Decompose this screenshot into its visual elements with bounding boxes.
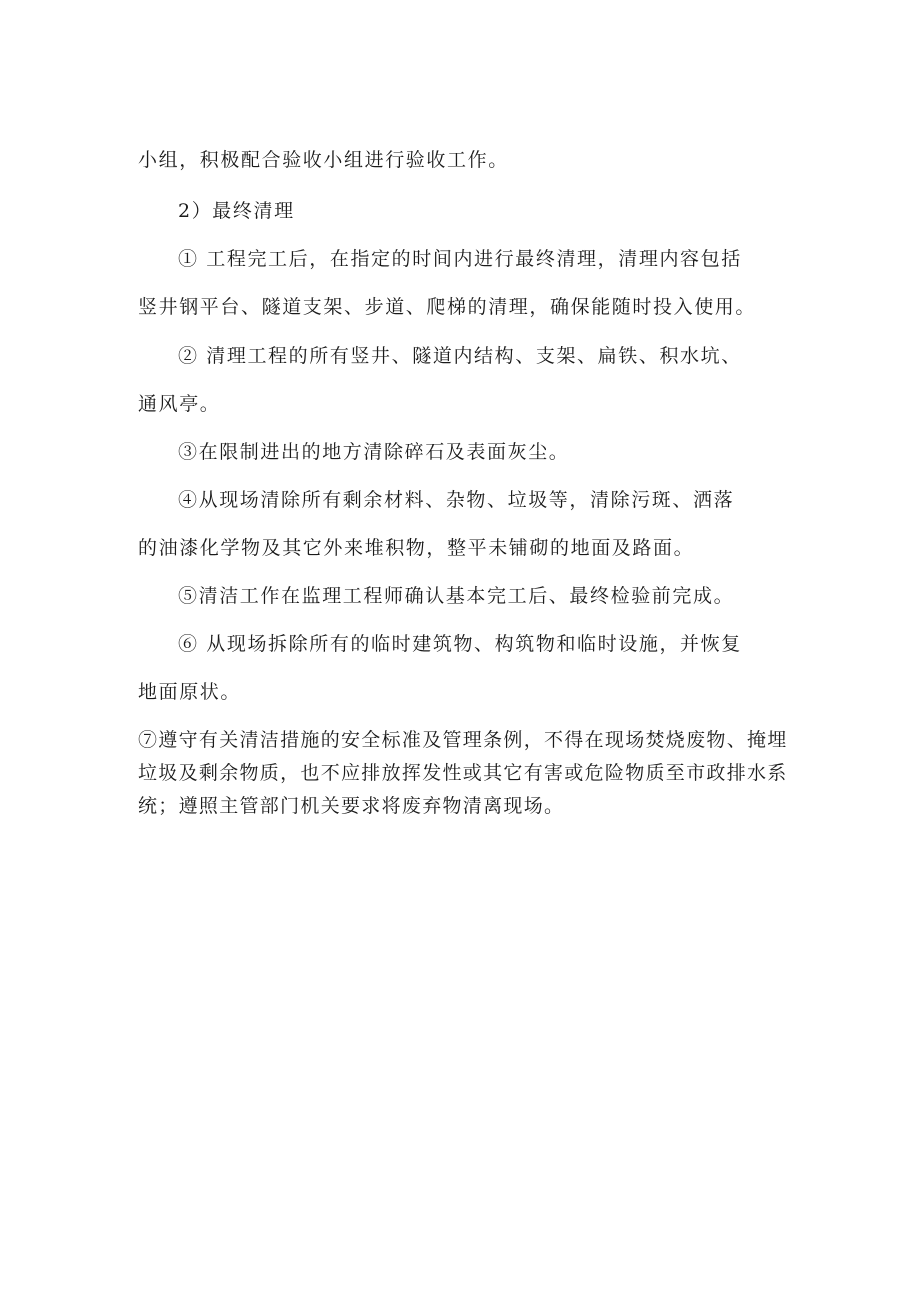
text-line: ④从现场清除所有剩余材料、杂物、垃圾等，清除污斑、洒落 [178, 489, 735, 511]
text-line: 的油漆化学物及其它外来堆积物，整平未铺砌的地面及路面。 [138, 537, 695, 559]
section-heading: 2）最终清理 [178, 200, 295, 222]
text-line: ③在限制进出的地方清除碎石及表面灰尘。 [178, 441, 570, 463]
text-line: ⑥ 从现场拆除所有的临时建筑物、构筑物和临时设施，并恢复 [178, 633, 742, 655]
text-line: ⑦遵守有关清洁措施的安全标准及管理条例，不得在现场焚烧废物、掩埋 [138, 729, 788, 751]
text-line: ① 工程完工后，在指定的时间内进行最终清理，清理内容包括 [178, 248, 742, 270]
text-line: ② 清理工程的所有竖井、隧道内结构、支架、扁铁、积水坑、 [178, 345, 742, 367]
text-line: 竖井钢平台、隧道支架、步道、爬梯的清理，确保能随时投入使用。 [138, 296, 757, 318]
text-line: 地面原状。 [138, 681, 242, 703]
text-line: 统；遵照主管部门机关要求将废弃物清离现场。 [138, 795, 565, 817]
text-line: 通风亭。 [138, 393, 221, 415]
text-line: 小组，积极配合验收小组进行验收工作。 [138, 149, 509, 171]
text-line: ⑤清洁工作在监理工程师确认基本完工后、最终检验前完成。 [178, 585, 735, 607]
text-line: 垃圾及剩余物质，也不应排放挥发性或其它有害或危险物质至市政排水系 [138, 762, 788, 784]
